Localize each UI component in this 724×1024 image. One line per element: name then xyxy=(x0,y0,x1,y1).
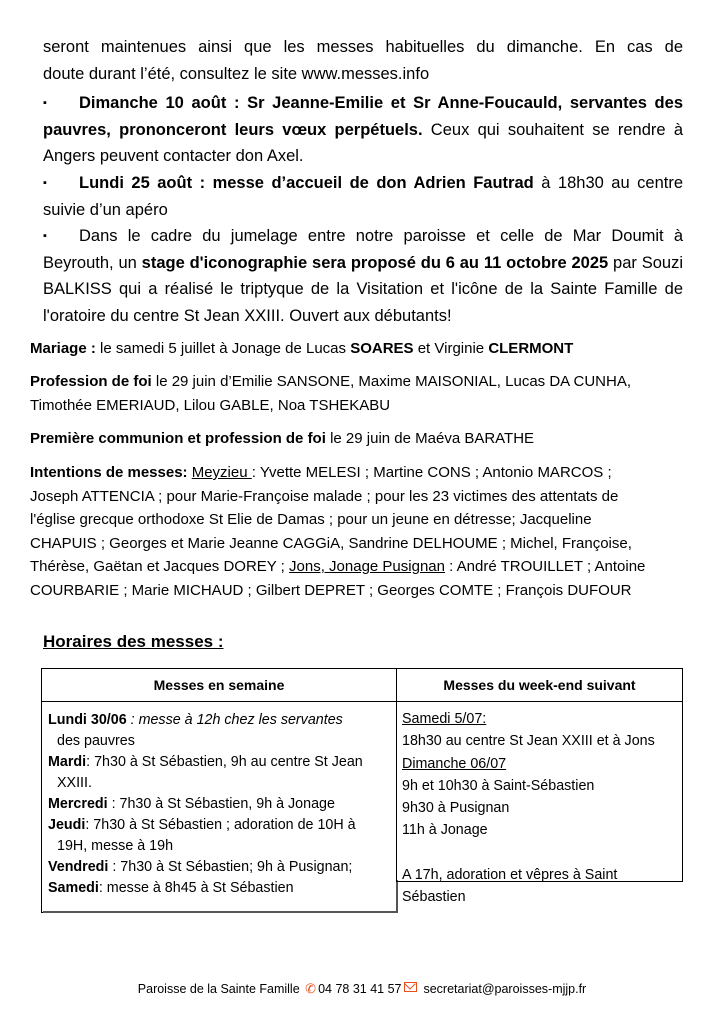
bullet-item xyxy=(43,223,683,329)
day-text-cont: des pauvres xyxy=(57,733,135,749)
weekday-row xyxy=(48,752,396,794)
mariage-section xyxy=(30,337,695,361)
mariage-name: CLERMONT xyxy=(488,340,574,357)
intentions-label: Intentions de messes: xyxy=(30,464,188,481)
communion-text: le 29 juin de Maéva BARATHE xyxy=(325,430,535,447)
sunday-label: Dimanche 06/07 xyxy=(402,755,507,772)
communion-section xyxy=(30,427,695,451)
intentions-text: : Yvette MELESI ; Martine CONS ; Antonio MARCOS ; xyxy=(251,464,612,481)
communion-label: Première communion et profession de foi xyxy=(30,430,326,447)
footer-parish: Paroisse de la Sainte Famille xyxy=(137,982,300,996)
mail-icon xyxy=(404,982,417,992)
horaires-title: Horaires des messes : xyxy=(43,632,224,651)
intro-line-1: seront maintenues ainsi que les messes habituelles du dimanche. En cas de xyxy=(43,38,683,56)
profession-section xyxy=(30,370,695,417)
day-label: Vendredi xyxy=(48,859,109,875)
header-weekdays: Messes en semaine xyxy=(41,668,397,702)
mariage-label: Mariage : xyxy=(30,340,96,357)
intro-paragraph xyxy=(43,34,683,87)
weekday-row xyxy=(48,815,396,857)
weekday-row xyxy=(48,794,396,815)
sunday-text: 11h à Jonage xyxy=(402,822,488,839)
footer-email[interactable]: secretariat@paroisses-mjjp.fr xyxy=(423,982,587,996)
intentions-text: CHAPUIS ; Georges et Marie Jeanne CAGGiA, Sandrine DELHOUME ; Michel, Françoise, xyxy=(30,534,632,552)
phone-icon: ✆ xyxy=(305,981,317,996)
bullet-text: par Souzi BALKISS qui a réalisé le triptyque de la Visitation et l'icône de la Sainte Famille de l'oratoire du centre St Jean XXIII. Ouvert aux débutants! xyxy=(43,253,683,325)
adoration-text: Sébastien xyxy=(402,889,466,906)
intentions-text: Thérèse, Gaëtan et Jacques DOREY ; xyxy=(30,558,290,575)
square-bullet-icon xyxy=(43,90,79,117)
day-text: : 7h30 à St Sébastien; 9h à Pusignan; xyxy=(108,859,353,875)
intentions-text: Joseph ATTENCIA ; pour Marie-Françoise malade ; pour les 23 victimes des attentats de xyxy=(30,487,619,505)
profession-text: Timothée EMERIAUD, Lilou GABLE, Noa TSHEKABU xyxy=(30,396,391,414)
bullet-text: Ceux qui souhaitent se rendre à Angers peuvent contacter don Axel. xyxy=(43,120,683,165)
intro-line-2: doute durant l’été, consultez le site www.messes.info xyxy=(43,64,430,83)
day-label: Jeudi xyxy=(48,817,86,833)
day-text: : 7h30 à St Sébastien, 9h à Jonage xyxy=(107,796,335,812)
intentions-text: : André TROUILLET ; Antoine xyxy=(444,558,646,575)
day-label: Lundi 30/06 xyxy=(48,712,127,728)
header-weekend: Messes du week-end suivant xyxy=(396,668,683,702)
mariage-text: le samedi 5 juillet à Jonage de Lucas xyxy=(95,340,351,357)
profession-label: Profession de foi xyxy=(30,373,152,390)
day-text: : messe à 8h45 à St Sébastien xyxy=(98,880,294,896)
mariage-name: SOARES xyxy=(350,340,414,357)
day-text-cont: XXIII. xyxy=(57,775,92,791)
bullet-item xyxy=(43,90,683,170)
square-bullet-icon xyxy=(43,223,79,250)
adoration-text: A 17h, adoration et vêpres à Saint xyxy=(402,866,618,883)
day-text: : 7h30 à St Sébastien ; adoration de 10H à xyxy=(85,817,356,833)
bullet-text: Dans le cadre du jumelage entre notre paroisse et celle de Mar Doumit à Beyrouth, un xyxy=(43,227,683,272)
saturday-text: 18h30 au centre St Jean XXIII et à Jons xyxy=(402,733,655,750)
day-label: Mercredi xyxy=(48,796,108,812)
day-text-cont: 19H, messe à 19h xyxy=(57,838,174,854)
table-shadow xyxy=(396,880,398,913)
day-label: Samedi xyxy=(48,880,99,896)
mariage-text: et Virginie xyxy=(413,340,489,357)
location-jons-jonage-pusignan: Jons, Jonage Pusignan xyxy=(289,558,445,575)
intentions-text: COURBARIE ; Marie MICHAUD ; Gilbert DEPRET ; Georges COMTE ; François DUFOUR xyxy=(30,581,632,599)
weekday-cell xyxy=(41,701,397,913)
intentions-text: l'église grecque orthodoxe St Elie de Damas ; pour un jeune en détresse; Jacqueline xyxy=(30,511,592,528)
weekday-row xyxy=(48,710,396,752)
profession-text: le 29 juin d’Emilie SANSONE, Maxime MAISONIAL, Lucas DA CUNHA, xyxy=(151,373,632,390)
day-label: Mardi xyxy=(48,754,87,770)
bullet-bold: stage d'iconographie sera proposé du 6 au 11 octobre 2025 xyxy=(141,253,609,272)
intentions-section xyxy=(30,461,695,602)
weekend-cell xyxy=(396,701,683,906)
table-shadow xyxy=(43,911,398,913)
day-text: : 7h30 à St Sébastien, 9h au centre St Jean xyxy=(86,754,363,770)
sunday-text: 9h et 10h30 à Saint-Sébastien xyxy=(402,777,595,794)
footer xyxy=(0,981,724,997)
sunday-text: 9h30 à Pusignan xyxy=(402,800,510,817)
bullet-item xyxy=(43,170,683,223)
square-bullet-icon xyxy=(43,170,79,197)
bullet-text: à 18h30 au centre suivie d’un apéro xyxy=(43,174,684,219)
footer-phone[interactable]: 04 78 31 41 57 xyxy=(318,982,402,996)
bullet-bold: Lundi 25 août : messe d’accueil de don Adrien Fautrad xyxy=(79,174,534,192)
weekday-row xyxy=(48,857,396,878)
weekday-row xyxy=(48,878,396,899)
bullet-bold: Dimanche 10 août : Sr Jeanne-Emilie et Sr Anne-Foucauld, servantes des pauvres, prononceront leurs vœux perpétuels. xyxy=(43,94,683,139)
saturday-label: Samedi 5/07: xyxy=(402,711,487,727)
location-meyzieu: Meyzieu xyxy=(191,464,252,481)
day-text: : messe à 12h chez les servantes xyxy=(126,712,343,728)
